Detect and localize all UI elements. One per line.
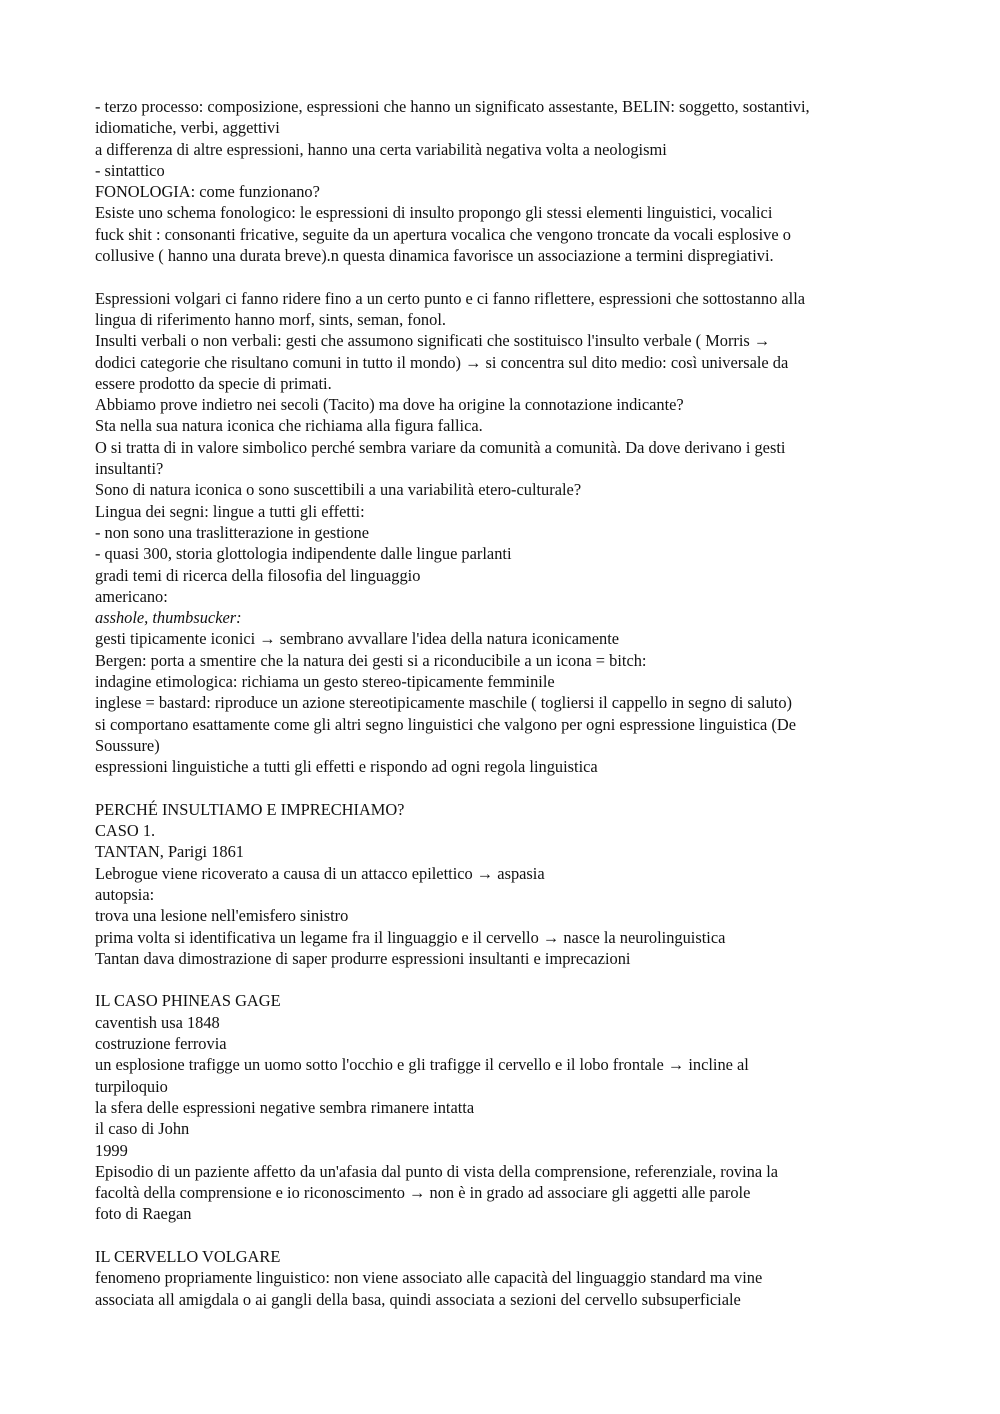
- text-line: associata all amigdala o ai gangli della basa, quindi associata a sezioni del cervello subsuperficiale: [95, 1289, 741, 1309]
- text-line: prima volta si identificativa un legame fra il linguaggio e il cervello → nasce la neurolinguistica: [95, 927, 726, 947]
- section-heading-fonologia: FONOLOGIA: come funzionano?: [95, 182, 320, 202]
- text-line: turpiloquio: [95, 1076, 168, 1096]
- paragraph-gap: [95, 1225, 940, 1246]
- text-line: CASO 1.: [95, 821, 156, 841]
- text-line: TANTAN, Parigi 1861: [95, 842, 244, 862]
- text-line: essere prodotto da specie di primati.: [95, 373, 332, 393]
- text-line: Esiste uno schema fonologico: le espressioni di insulto propongo gli stessi elementi linguistici, vocalici: [95, 203, 773, 223]
- text-line: facoltà della comprensione e io riconoscimento → non è in grado ad associare gli aggetti alle parole: [95, 1183, 751, 1203]
- section-heading-phineas-gage: IL CASO PHINEAS GAGE: [95, 991, 281, 1011]
- text-line: a differenza di altre espressioni, hanno una certa variabilità negativa volta a neologismi: [95, 139, 667, 159]
- text-line: - sintattico: [95, 160, 165, 180]
- section-heading-cervello-volgare: IL CERVELLO VOLGARE: [95, 1247, 281, 1267]
- text-line: costruzione ferrovia: [95, 1034, 227, 1054]
- text-line: il caso di John: [95, 1119, 190, 1139]
- text-line: Soussure): [95, 735, 160, 755]
- italic-examples-line: asshole, thumbsucker:: [95, 608, 242, 628]
- text-line: Espressioni volgari ci fanno ridere fino a un certo punto e ci fanno riflettere, espressioni che sottostanno alla: [95, 288, 806, 308]
- text-line: autopsia:: [95, 884, 155, 904]
- text-line: Sono di natura iconica o sono suscettibili a una variabilità etero-culturale?: [95, 480, 582, 500]
- text-line: Abbiamo prove indietro nei secoli (Tacito) ma dove ha origine la connotazione indicante?: [95, 395, 684, 415]
- text-line: idiomatiche, verbi, aggettivi: [95, 118, 280, 138]
- text-line: espressioni linguistiche a tutti gli effetti e rispondo ad ogni regola linguistica: [95, 757, 598, 777]
- section-heading-perche: PERCHÉ INSULTIAMO E IMPRECHIAMO?: [95, 799, 405, 819]
- text-line: 1999: [95, 1140, 128, 1160]
- text-line: foto di Raegan: [95, 1204, 192, 1224]
- text-line: collusive ( hanno una durata breve).n questa dinamica favorisce un associazione a termini dispregiativi.: [95, 246, 774, 266]
- text-line: un esplosione trafigge un uomo sotto l'occhio e gli trafigge il cervello e il lobo frontale → incline al: [95, 1055, 749, 1075]
- text-line: insultanti?: [95, 459, 164, 479]
- text-line: Lebrogue viene ricoverato a causa di un attacco epilettico → aspasia: [95, 863, 545, 883]
- text-line: la sfera delle espressioni negative sembra rimanere intatta: [95, 1097, 475, 1117]
- text-line: inglese = bastard: riproduce un azione stereotipicamente maschile ( togliersi il cappello in segno di saluto): [95, 693, 792, 713]
- text-line: dodici categorie che risultano comuni in tutto il mondo) → si concentra sul dito medio: così universale da: [95, 352, 789, 372]
- text-line: fuck shit : consonanti fricative, seguite da un apertura vocalica che vengono troncate da vocali esplosive o: [95, 224, 791, 244]
- paragraph-gap: [95, 778, 940, 799]
- text-line: - non sono una traslitterazione in gestione: [95, 522, 370, 542]
- text-line: - quasi 300, storia glottologia indipendente dalle lingue parlanti: [95, 544, 512, 564]
- text-line: - terzo processo: composizione, espressioni che hanno un significato assestante, BELIN: soggetto, sostantivi,: [95, 97, 810, 116]
- paragraph-gap: [95, 266, 940, 287]
- text-line: O si tratta di in valore simbolico perché sembra variare da comunità a comunità. Da dove derivano i gesti: [95, 437, 786, 457]
- text-line: gradi temi di ricerca della filosofia del linguaggio: [95, 565, 421, 585]
- text-line: caventish usa 1848: [95, 1012, 220, 1032]
- text-line: lingua di riferimento hanno morf, sints, seman, fonol.: [95, 309, 446, 329]
- paragraph-gap: [95, 969, 940, 990]
- text-line: Tantan dava dimostrazione di saper produrre espressioni insultanti e imprecazioni: [95, 948, 631, 968]
- text-line: Lingua dei segni: lingue a tutti gli effetti:: [95, 501, 365, 521]
- text-line: indagine etimologica: richiama un gesto stereo-tipicamente femminile: [95, 672, 555, 692]
- text-line: Episodio di un paziente affetto da un'afasia dal punto di vista della comprensione, referenziale, rovina la: [95, 1161, 779, 1181]
- text-line: fenomeno propriamente linguistico: non viene associato alle capacità del linguaggio standard ma vine: [95, 1268, 763, 1288]
- text-line: gesti tipicamente iconici → sembrano avvallare l'idea della natura iconicamente: [95, 629, 620, 649]
- text-line: Insulti verbali o non verbali: gesti che assumono significati che sostituisco l'insulto verbale ( Morris →: [95, 331, 771, 351]
- text-line: americano:: [95, 586, 168, 606]
- text-line: si comportano esattamente come gli altri segno linguistici che valgono per ogni espressione linguistica (De: [95, 714, 796, 734]
- text-line: Bergen: porta a smentire che la natura dei gesti si a riconducibile a un icona = bitch:: [95, 650, 647, 670]
- text-line: Sta nella sua natura iconica che richiama alla figura fallica.: [95, 416, 483, 436]
- text-line: trova una lesione nell'emisfero sinistro: [95, 906, 349, 926]
